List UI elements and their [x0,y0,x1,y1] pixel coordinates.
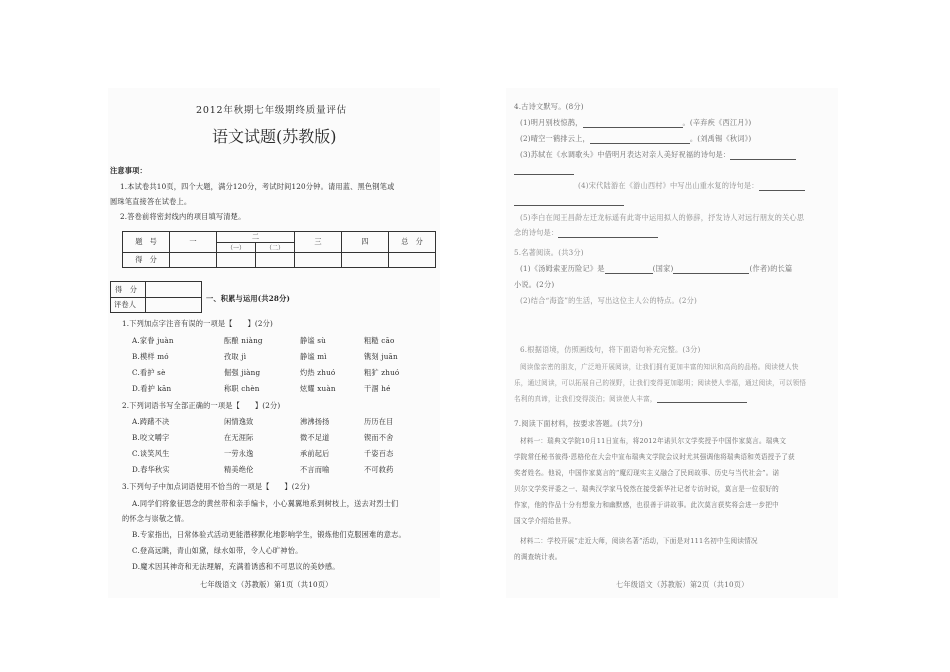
score-cell [217,253,256,268]
q4-line-4: (4)宋代陆游在《游山西村》中写出山重水复的诗句是： [578,181,805,191]
q7-line-6: 国文学介绍给世界。 [514,517,576,525]
q7-line-7: 材料二：学校开展“走近大师，阅读名著”活动，下面是对111名初中生阅读情况 [520,537,758,545]
exam-header: 2012年秋期七年级期终质量评估 [196,105,347,116]
q7-line-8: 的调查统计表。 [514,553,562,561]
score-header-2: 二 [217,232,295,243]
q5-stem: 5.名著阅读。(共3分) [514,248,584,257]
q7-line-4: 贝尔文学奖评委之一、瑞典汉学家马悦然在接受新华社记者专访时说，莫言是一位很好的 [514,485,779,493]
page-footer-1: 七年级语文（苏教版）第1页（共10页） [200,580,333,589]
score-header-3: 三 [295,232,342,253]
q3-stem: 3.下列句子中加点词语使用不恰当的一项是【 】(2分) [122,482,310,491]
score-cell [256,253,295,268]
q7-line-2: 学院常任秘书彼得·恩格伦在大会中宣布瑞典文学院会议时尤其强调他将瑞典语和英语授予了获 [514,453,795,461]
q4-line-5: (5)李白在闻王昌龄左迁龙标遥有此寄中运用拟人的修辞，抒发诗人对远行朋友的关心思 [520,213,805,222]
score-cell [342,253,389,268]
q6-line-3: 名利的真谛，让我们变得淡泊；阅读使人丰富， [514,393,747,403]
grader-score-label: 得 分 [115,285,138,294]
q6-stem: 6.根据语境，仿照画线句，将下面语句补充完整。(3分) [520,345,701,354]
q2-stem: 2.下列词语书写全部正确的一项是【 】(2分) [122,401,281,410]
q6-line-1: 阅读像亲密的朋友，广泛地开展阅读，让我们拥有更加丰富的知识和高尚的品格。阅读使人快 [520,363,799,371]
q7-line-1: 材料一：瑞典文学院10月11日宣布，将2012年诺贝尔文学奖授予中国作家莫言。瑞典文 [520,437,787,445]
score-sub-2: （二） [256,243,295,253]
q7-line-5: 作家，他的作品十分有想象力和幽默感，也很善于讲故事。此次莫言获奖将会进一步把中 [514,501,779,509]
q3-option-c: C.登高远眺，青山如黛，绿水如带，令人心旷神怡。 [132,546,303,555]
grader-name-label: 评卷人 [114,300,137,309]
grader-box [110,281,202,313]
section1-title: 一、积累与运用(共28分) [206,294,291,303]
q5-line-1: (1)《汤姆索亚历险记》是 (国家) (作者)的长篇 [520,264,793,273]
exam-page-1: 2012年秋期七年级期终质量评估 语文试题(苏教版) 注意事项： 1.本试卷共10页，四个大题，满分120分，考试时间120分钟。请用蓝、黑色钢笔或 圆珠笔直接答在试卷上。 2.答卷前将密封线内的项目填写清楚。 题 号 一 二 三 四 总 分 （一） （二） 得 分 得 分 评卷人 一、积累与运用(共28分) 1.下列加点字注音有误的一项是【 】(2分) A.家眷 juàn 酝酿 niàng 静谧 sù 粗糙 cāo B.模样 mó 孜取 jì 静谧 mì 镌刻 juān C.看护 sè 倔强 jiàng 灼热 zhuó 粗犷 zhuó D.看护 kān 称职 chèn 炫耀 xuàn 干涸 hé 2.下列词语书写全部正确的一项是【 】(2分) A.踌躇不决 闲情逸致 沸沸扬扬 历历在目 B.咬文嚼字 在无涯际 微不足道 锲而不舍 C.谈笑风生 一劳永逸 承前起后 千姿百态 D.春华秋实 精美绝伦 不言而喻 不可救药 3.下列句子中加点词语使用不恰当的一项是【 】(2分) A.同学们将象征思念的黄丝带和亲手编卡，小心翼翼地系到树枝上，送去对烈士们 的怀念与崇敬之情。 B.专家指出，日常体验式活动更能潜移默化地影响学生，锻炼他们克服困难的意志。 C.登高远眺，青山如黛，绿水如带，令人心旷神怡。 D.魔术因其神奇和无法理解，充满着诱惑和不可思议的美妙感。 七年级语文（苏教版）第1页（共10页） [108,88,440,598]
q6-line-2: 乐，通过阅读，可以拓展自己的视野，让我们变得更加聪明；阅读使人幸福，通过阅读，可以领悟 [514,379,807,387]
q3-option-d: D.魔术因其神奇和无法理解，充满着诱惑和不可思议的美妙感。 [132,562,340,571]
q4-line-2: (2)晴空一鹤排云上， 。(刘禹锡《秋词》) [520,134,752,143]
exam-page-2 [506,88,838,598]
notice-item-2: 2.答卷前将密封线内的项目填写清楚。 [120,212,246,221]
page-footer-2: 七年级语文（苏教版）第2页（共10页） [616,580,749,589]
score-cell [389,253,436,268]
score-sub-1: （一） [217,243,256,253]
score-header-total: 总 分 [389,232,436,253]
q7-line-3: 奖者姓名。他说，中国作家莫言的“魔幻现实主义融合了民间故事、历史与当代社会”。诺 [514,469,780,477]
notice-heading: 注意事项： [110,166,147,175]
q3-option-b: B.专家指出，日常体验式活动更能潜移默化地影响学生，锻炼他们克服困难的意志。 [132,530,406,539]
q4-line-4-blank [514,197,624,206]
q4-line-3: (3)苏轼在《水调歌头》中借明月表达对亲人美好祝福的诗句是： [520,150,796,160]
q1-stem: 1.下列加点字注音有误的一项是【 】(2分) [122,319,274,328]
q4-line-5-cont: 念的诗句是： [514,228,658,238]
score-header-4: 四 [342,232,389,253]
q4-line-3-blank [514,166,574,175]
q5-line-2: (2)结合“海盗”的生活，写出这位主人公的特点。(2分) [520,296,698,305]
score-cell [295,253,342,268]
q3-option-a: A.同学们将象征思念的黄丝带和亲手编卡，小心翼翼地系到树枝上，送去对烈士们 [132,499,399,508]
q5-line-1-cont: 小说。(2分) [514,280,555,289]
notice-item-1: 1.本试卷共10页，四个大题，满分120分，考试时间120分钟。请用蓝、黑色钢笔或 [120,182,395,191]
score-table [122,231,436,268]
score-cell [170,253,217,268]
notice-item-1-cont: 圆珠笔直接答在试卷上。 [110,197,192,206]
q3-option-a-cont: 的怀念与崇敬之情。 [122,514,189,523]
q4-line-1: (1)明月别枝惊鹊， 。(辛弃疾《西江月》) [520,118,752,127]
exam-title: 语文试题(苏教版) [212,127,337,146]
score-header-label: 题 号 [123,232,170,253]
q4-stem: 4.古诗文默写。(8分) [514,102,584,111]
q7-stem: 7.阅读下面材料，按要求答题。(共7分) [514,419,643,428]
score-header-1: 一 [170,232,217,253]
score-row-label: 得 分 [123,253,170,268]
